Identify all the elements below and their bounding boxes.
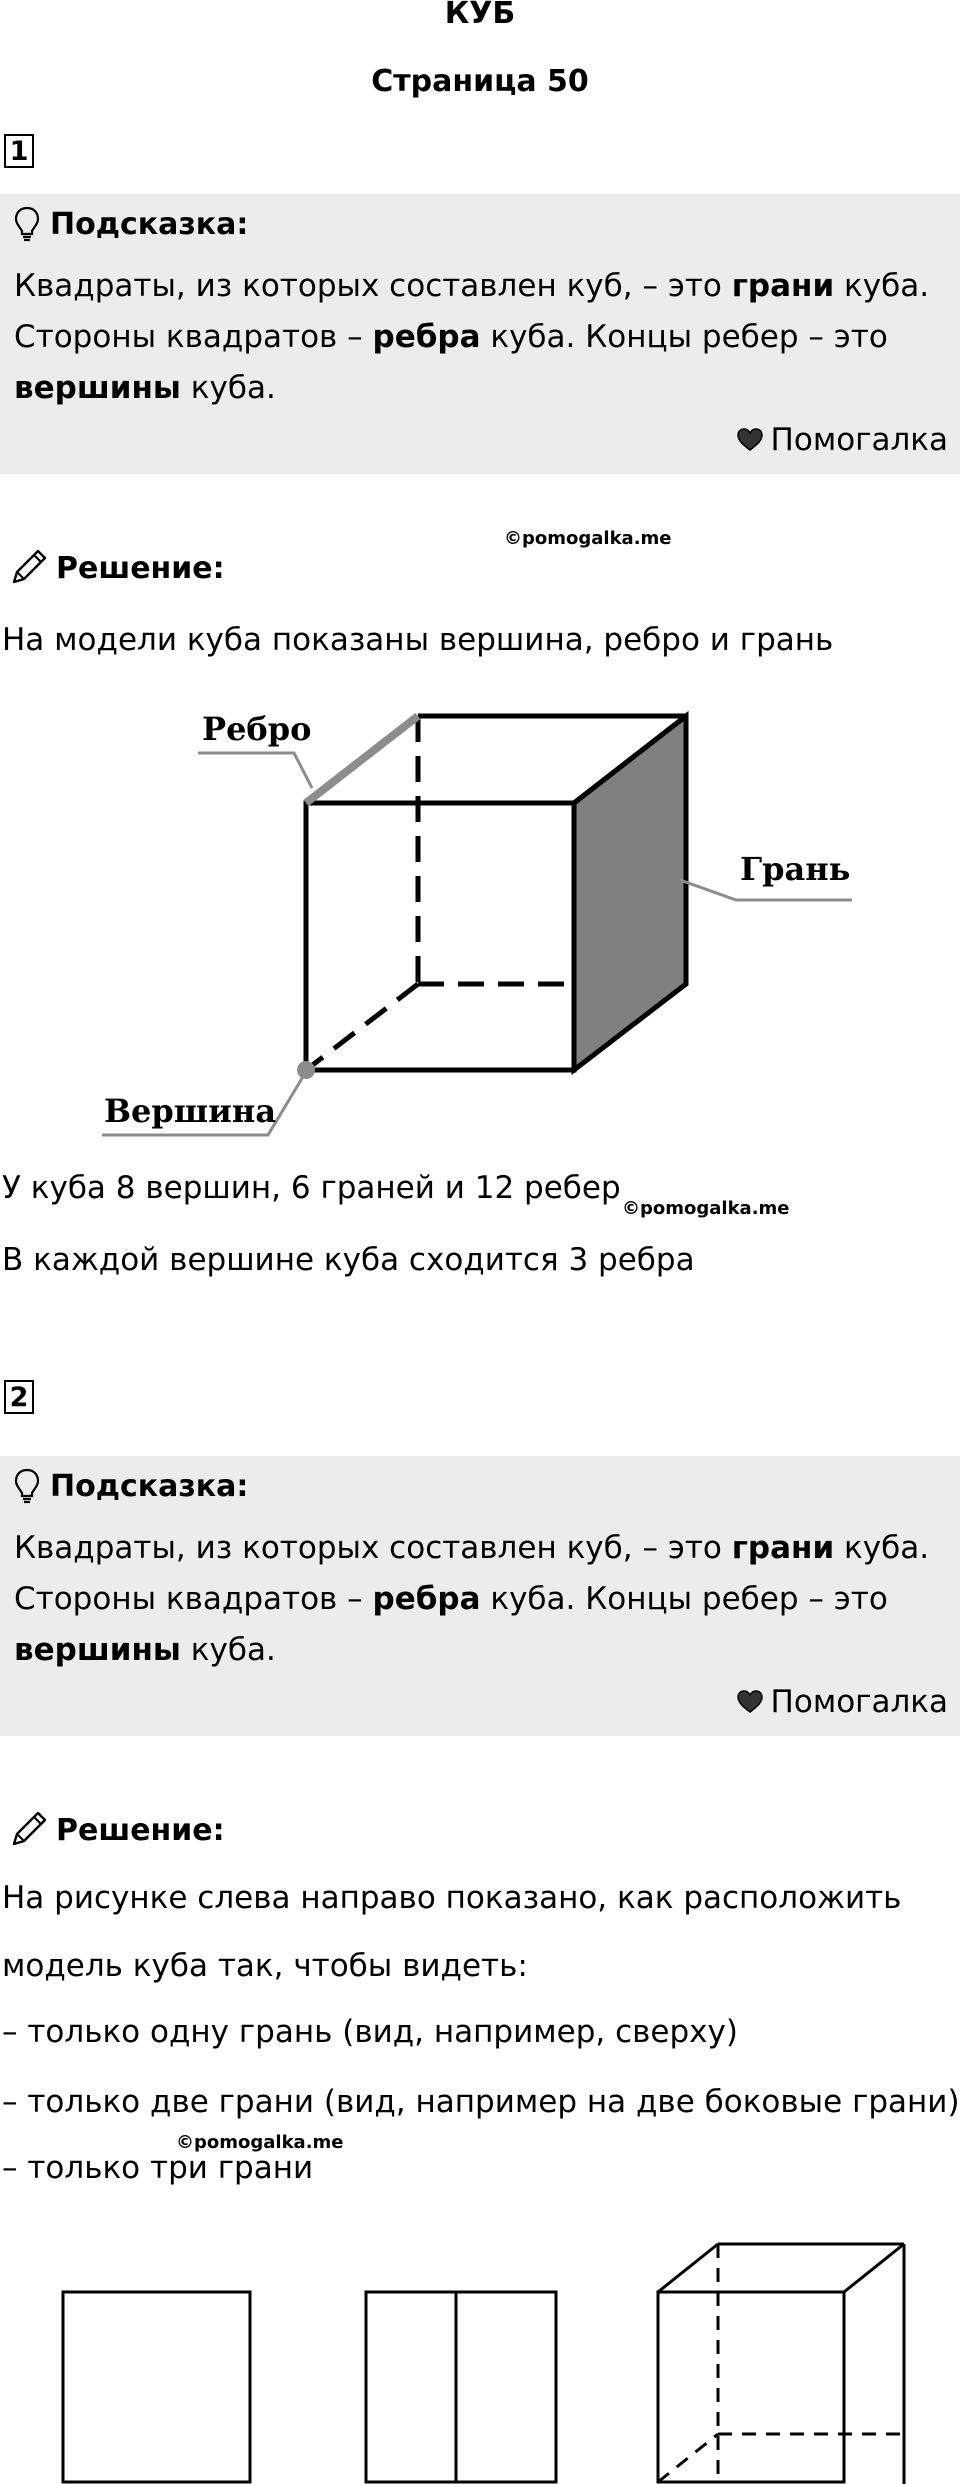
hint-title-2: Подсказка: bbox=[14, 1468, 248, 1504]
fact-vertices-faces-edges: У куба 8 вершин, 6 граней и 12 ребер bbox=[2, 1170, 621, 1206]
solution-line-3: – только одну грань (вид, например, сверху) bbox=[2, 2014, 738, 2050]
pencil-icon bbox=[8, 548, 48, 588]
hint-line-2: Стороны квадратов – ребра куба. Концы ребер – это bbox=[14, 319, 888, 355]
solution-title-1: Решение: bbox=[8, 548, 225, 588]
highlighted-vertex bbox=[297, 1061, 315, 1079]
solution-line-2: модель куба так, чтобы видеть: bbox=[2, 1948, 528, 1984]
edge-leader bbox=[198, 753, 312, 788]
cube-diagram bbox=[0, 690, 960, 1150]
lightbulb-icon bbox=[14, 1468, 40, 1504]
hint-line-2: Стороны квадратов – ребра куба. Концы ребер – это bbox=[14, 1581, 888, 1617]
edge-label: Ребро bbox=[202, 710, 312, 748]
page-number: Страница 50 bbox=[371, 64, 589, 99]
hint-line-3: вершины куба. bbox=[14, 370, 276, 406]
task-number-2: 2 bbox=[4, 1380, 34, 1414]
solution-line-4: – только две грани (вид, например на две боковые грани) bbox=[2, 2084, 960, 2120]
task-number-1: 1 bbox=[4, 134, 34, 168]
front-face bbox=[306, 803, 574, 1070]
hidden-edge bbox=[306, 984, 418, 1070]
shaded-face bbox=[574, 716, 686, 1070]
solution-intro-1: На модели куба показаны вершина, ребро и грань bbox=[2, 622, 834, 658]
solution-line-1: На рисунке слева направо показано, как расположить bbox=[2, 1880, 902, 1916]
view-one-face bbox=[63, 2292, 250, 2482]
cube-views-diagram bbox=[0, 2230, 960, 2484]
highlighted-edge bbox=[306, 716, 418, 803]
brand-label: Помогалка bbox=[737, 1684, 948, 1720]
hint-line-1: Квадраты, из которых составлен куб, – это грани куба. bbox=[14, 268, 930, 304]
watermark: ©pomogalka.me bbox=[504, 528, 672, 549]
lightbulb-icon bbox=[14, 206, 40, 242]
page-title: КУБ bbox=[444, 0, 516, 31]
hint-title-1: Подсказка: bbox=[14, 206, 248, 242]
solution-title-2: Решение: bbox=[8, 1810, 225, 1850]
solution-line-5: – только три грани bbox=[2, 2150, 314, 2186]
face-label: Грань bbox=[740, 850, 851, 888]
hint-box-2 bbox=[0, 1456, 960, 1736]
heart-icon bbox=[737, 428, 763, 452]
view-two-faces bbox=[366, 2292, 556, 2482]
hint-line-1: Квадраты, из которых составлен куб, – это грани куба. bbox=[14, 1530, 930, 1566]
vertex-label: Вершина bbox=[104, 1092, 277, 1130]
fact-edges-per-vertex: В каждой вершине куба сходится 3 ребра bbox=[2, 1242, 695, 1278]
watermark: ©pomogalka.me bbox=[176, 2132, 344, 2153]
view-three-faces bbox=[658, 2244, 904, 2484]
heart-icon bbox=[737, 1690, 763, 1714]
hint-line-3: вершины куба. bbox=[14, 1632, 276, 1668]
pencil-icon bbox=[8, 1810, 48, 1850]
brand-label: Помогалка bbox=[737, 422, 948, 458]
hint-box-1 bbox=[0, 194, 960, 474]
watermark: ©pomogalka.me bbox=[622, 1198, 790, 1219]
